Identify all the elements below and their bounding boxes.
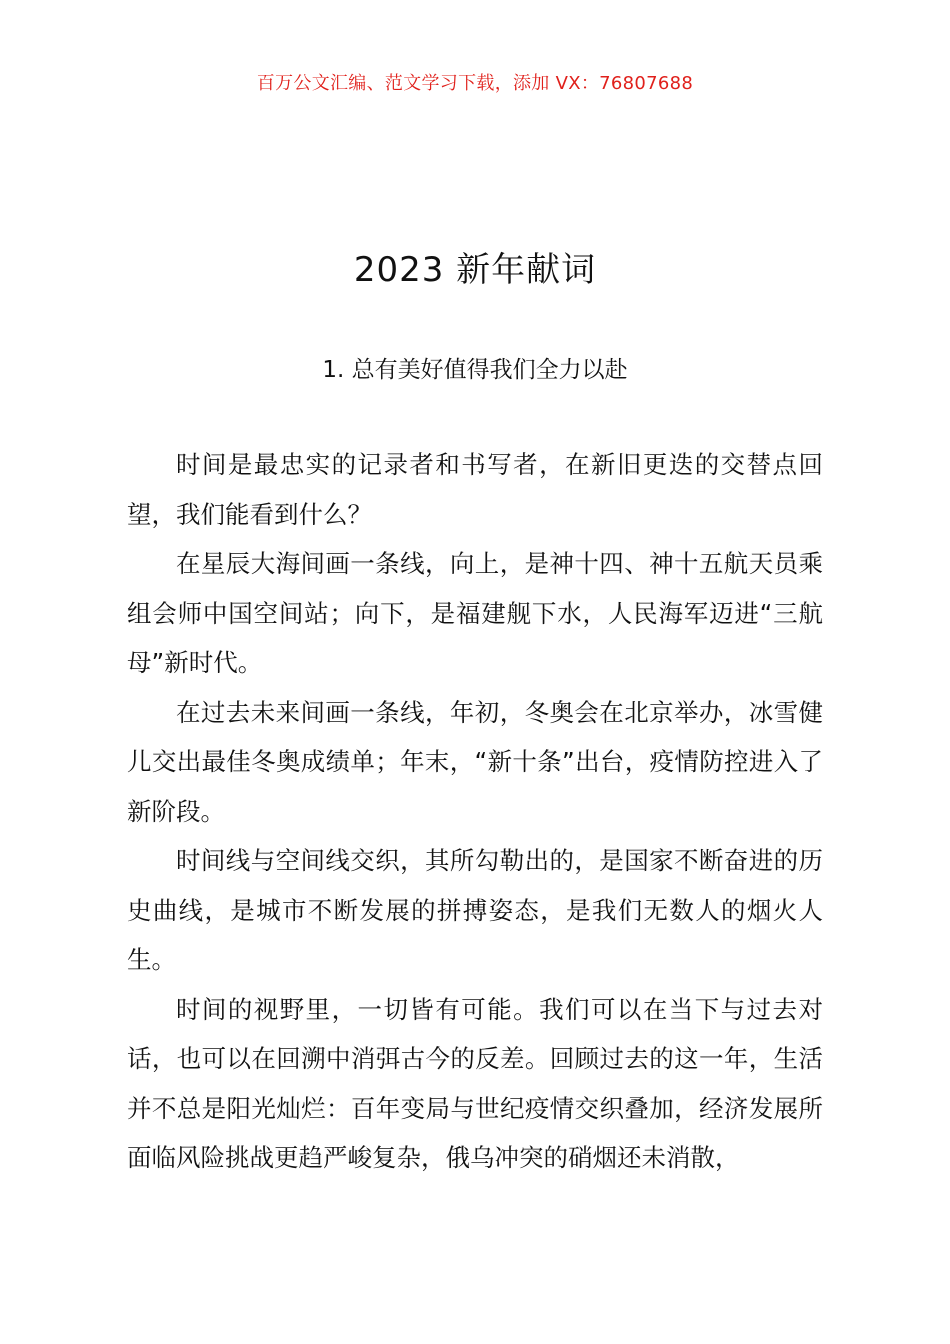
document-title: 2023 新年献词: [353, 250, 597, 290]
document-subtitle: 1. 总有美好值得我们全力以赴: [322, 357, 628, 383]
paragraph: 在过去未来间画一条线，年初，冬奥会在北京举办，冰雪健儿交出最佳冬奥成绩单；年末，“新十条”出台，疫情防控进入了新阶段。: [127, 697, 823, 826]
document-body: [127, 440, 823, 1183]
paragraph: 时间线与空间线交织，其所勾勒出的，是国家不断奋进的历史曲线，是城市不断发展的拼搏姿态，是我们无数人的烟火人生。: [127, 846, 823, 974]
paragraph: 时间的视野里，一切皆有可能。我们可以在当下与过去对话，也可以在回溯中消弭古今的反差。回顾过去的这一年，生活并不总是阳光灿烂：百年变局与世纪疫情交织叠加，经济发展所面临风险挑战更趋严峻复杂，俄乌冲突的硝烟还未消散，: [127, 994, 823, 1172]
header-contact-note: 百万公文汇编、范文学习下载，添加 VX：76807688: [256, 73, 694, 94]
paragraph: 时间是最忠实的记录者和书写者，在新旧更迭的交替点回望，我们能看到什么？: [127, 450, 823, 529]
paragraph: 在星辰大海间画一条线，向上，是神十四、神十五航天员乘组会师中国空间站；向下，是福建舰下水，人民海军迈进“三航母”新时代。: [127, 549, 823, 677]
